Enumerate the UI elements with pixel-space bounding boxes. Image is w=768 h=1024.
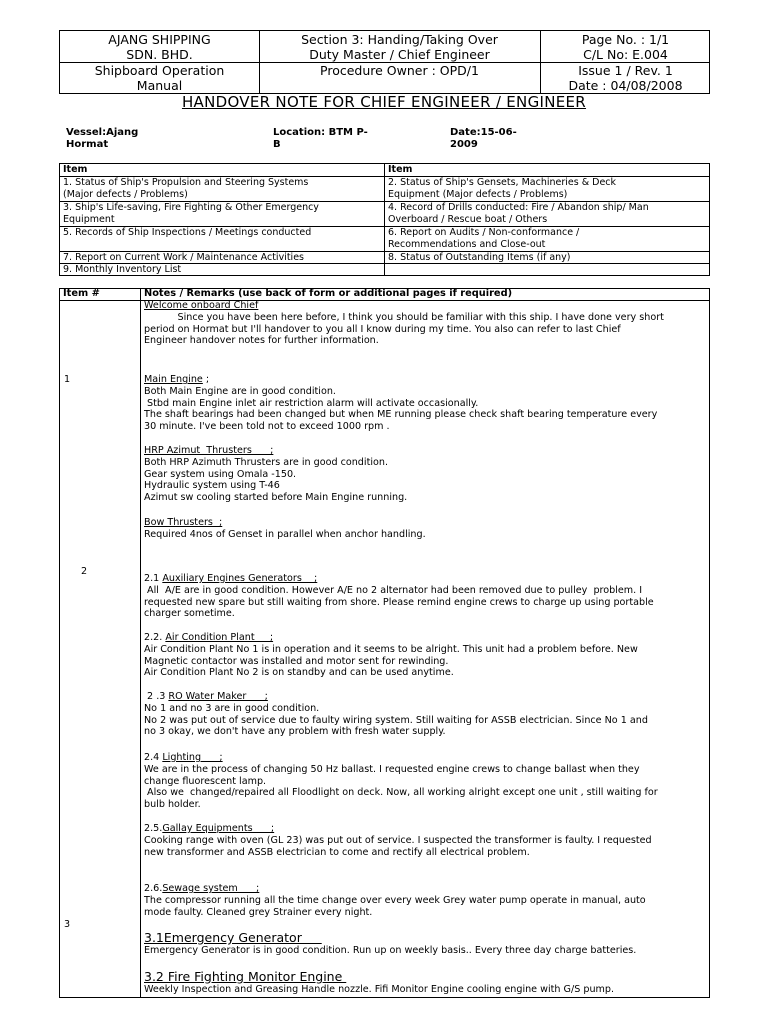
document-header-table	[59, 30, 710, 94]
welcome-note: Welcome onboard Chief Since you have been here before, I think you should be familiar with this ship. I have done very short period on Hormat but I'll handover to you all I know during my time. You also can refer to last Chief Engineer handover notes for further information.	[144, 300, 664, 347]
item-entry: 9. Monthly Inventory List	[63, 264, 182, 275]
emergency-generator-note: 3.1Emergency Generator Emergency Generator is in good condition. Run up on weekly basis.. Every three day charge batteries.	[144, 930, 637, 956]
page-info: Page No. : 1/1 C/L No: E.004	[581, 32, 670, 62]
aux-generators-note: 2.1 Auxiliary Engines Generators ; All A/E are in good condition. However A/E no 2 alternator had been removed due to pulley problem. I requested new spare but still waiting from shore. Please remind engine crews to charge up using portable charger sometime.	[144, 573, 654, 620]
item-entry: 1. Status of Ship's Propulsion and Steering Systems (Major defects / Problems)	[63, 177, 309, 200]
galley-equipment-note: 2.5.Gallay Equipments ; Cooking range with oven (GL 23) was put out of service. I suspected the transformer is faulty. I requested new transformer and ASSB electrician to come and rectify all electrical problem.	[144, 823, 652, 858]
procedure-owner: Procedure Owner : OPD/1	[320, 63, 479, 78]
aircon-note: 2.2. Air Condition Plant ; Air Condition Plant No 1 is in operation and it seems to be alright. This unit had a problem before. New Magnetic contactor was installed and motor sent for rewinding. Air Condition Plant No 2 is on standby and can be used anytime.	[144, 632, 638, 679]
item-entry: 8. Status of Outstanding Items (if any)	[388, 252, 571, 263]
notes-col-remarks: Notes / Remarks (use back of form or additional pages if required)	[144, 288, 513, 299]
item-entry: 4. Record of Drills conducted: Fire / Abandon ship/ Man Overboard / Rescue boat / Others	[388, 202, 649, 225]
main-engine-note: Main Engine ; Both Main Engine are in good condition. Stbd main Engine inlet air restriction alarm will activate occasionally. The shaft bearings had been changed but when ME running please check shaft bearing temperature every 30 minute. I've been told not to exceed 1000 rpm .	[144, 374, 658, 433]
manual-name: Shipboard Operation Manual	[94, 63, 225, 93]
lighting-note: 2.4 Lighting ; We are in the process of changing 50 Hz ballast. I requested engine crews to change ballast when they change fluorescent lamp. Also we changed/repaired all Floodlight on deck. Now, all working alright except one unit , still waiting for bulb holder.	[144, 752, 658, 811]
date-field: Date:15-06- 2009	[450, 127, 517, 150]
section-title: Section 3: Handing/Taking Over Duty Master / Chief Engineer	[301, 32, 498, 62]
notes-col-item: Item #	[63, 288, 100, 299]
company-name: AJANG SHIPPING SDN. BHD.	[108, 32, 211, 62]
item-entry: 5. Records of Ship Inspections / Meetings conducted	[63, 227, 312, 238]
item-entry: 2. Status of Ship's Gensets, Machineries & Deck Equipment (Major defects / Problems)	[388, 177, 617, 200]
items-header-left: Item	[63, 164, 88, 175]
sewage-system-note: 2.6.Sewage system ; The compressor running all the time change over every week Grey water pump operate in manual, auto mode faulty. Cleaned grey Strainer every night.	[144, 883, 646, 918]
row-number: 1	[64, 374, 71, 385]
ro-water-maker-note: 2 .3 RO Water Maker ; No 1 and no 3 are in good condition. No 2 was put out of service due to faulty wiring system. Still waiting for ASSB electrician. Since No 1 and no 3 okay, we don't have any problem with fresh water supply.	[144, 691, 648, 738]
items-index-table	[59, 163, 710, 276]
item-entry: 7. Report on Current Work / Maintenance Activities	[63, 252, 304, 263]
vessel-field: Vessel:Ajang Hormat	[66, 127, 139, 150]
document-title: HANDOVER NOTE FOR CHIEF ENGINEER / ENGINEER	[181, 93, 587, 111]
location-field: Location: BTM P- B	[273, 127, 368, 150]
row-number: 2	[81, 566, 88, 577]
row-number: 3	[64, 919, 71, 930]
hrp-thrusters-note: HRP Azimut Thrusters ; Both HRP Azimuth Thrusters are in good condition. Gear system using Omala -150. Hydraulic system using T-46 Azimut sw cooling started before Main Engine running.	[144, 445, 408, 504]
issue-info: Issue 1 / Rev. 1 Date : 04/08/2008	[568, 63, 683, 93]
fifi-monitor-engine-note: 3.2 Fire Fighting Monitor Engine Weekly Inspection and Greasing Handle nozzle. Fifi Monitor Engine cooling engine with G/S pump.	[144, 969, 615, 995]
items-header-right: Item	[388, 164, 413, 175]
item-entry: 3. Ship's Life-saving, Fire Fighting & Other Emergency Equipment	[63, 202, 319, 225]
item-entry: 6. Report on Audits / Non-conformance / Recommendations and Close-out	[388, 227, 580, 250]
bow-thrusters-note: Bow Thrusters ; Required 4nos of Genset in parallel when anchor handling.	[144, 517, 426, 540]
